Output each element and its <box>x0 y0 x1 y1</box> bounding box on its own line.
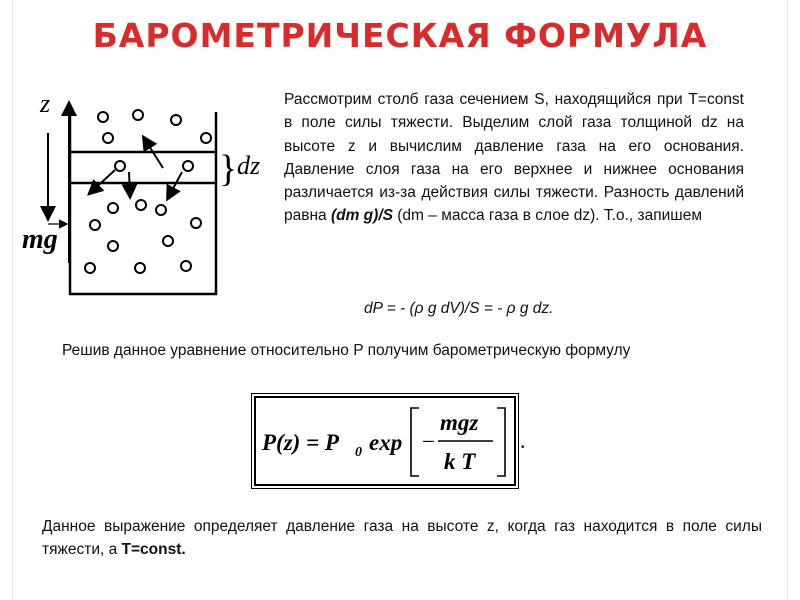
molecule-velocity-arrows <box>90 138 182 198</box>
layer-brace: } <box>219 148 238 190</box>
slide-title: БАРОМЕТРИЧЕСКАЯ ФОРМУЛА <box>92 16 708 55</box>
molecule <box>201 133 211 143</box>
molecule <box>108 203 118 213</box>
velocity-arrow <box>168 172 182 198</box>
molecule <box>136 200 146 210</box>
molecule <box>171 115 181 125</box>
intro-paragraph <box>284 88 744 228</box>
molecule <box>103 133 113 143</box>
intro-text: Рассмотрим столб газа сечением S, находящийся при T=const в поле силы тяжести. Выделим слой газа толщиной dz на высоте z и вычислим давление газа на его основания. Давление слоя газа на его верхнее и нижнее основания различается из-за действия силы тяжести. Разность давлений равна <box>284 91 744 225</box>
formula-period: . <box>520 428 526 453</box>
left-frame-border <box>0 0 13 600</box>
pressure-equation: dP = - (ρ g dV)/S = - ρ g dz. <box>364 300 554 317</box>
solution-paragraph: Решив данное уравнение относительно P получим барометрическую формулу <box>62 342 631 359</box>
gas-column-diagram <box>18 88 278 303</box>
molecule <box>98 112 108 122</box>
formula-minus: − <box>422 429 435 454</box>
intro-bold-expression: (dm g)/S <box>330 207 393 225</box>
intro-tail: (dm – масса газа в слое dz). Т.о., запишем <box>392 207 702 225</box>
dz-label: dz <box>237 151 261 180</box>
conclusion-text: Данное выражение определяет давление газа на высоте z, когда газ находится в поле силы тяжести, а <box>42 518 762 558</box>
velocity-arrow <box>129 172 130 196</box>
molecule <box>135 263 145 273</box>
formula-exp: exp <box>369 430 403 455</box>
molecule <box>163 236 173 246</box>
molecule <box>90 220 100 230</box>
gravity-label: mg <box>22 224 58 255</box>
molecule <box>183 161 193 171</box>
conclusion-paragraph <box>42 515 762 561</box>
formula-denominator: k T <box>444 449 476 474</box>
molecule <box>108 241 118 251</box>
molecule <box>191 218 201 228</box>
barometric-formula-box <box>254 396 516 486</box>
left-bracket <box>411 408 419 476</box>
molecule <box>115 161 125 171</box>
molecule <box>156 205 166 215</box>
gas-molecules <box>85 110 211 273</box>
molecule <box>181 261 191 271</box>
conclusion-bold: T=const. <box>121 541 186 558</box>
velocity-arrow <box>90 170 115 193</box>
formula-numerator: mgz <box>440 410 479 435</box>
barometric-formula <box>256 398 514 484</box>
right-bracket <box>497 408 505 476</box>
molecule <box>133 110 143 120</box>
formula-lhs: P(z) = P <box>262 430 339 455</box>
formula-p0-subscript: 0 <box>355 445 362 460</box>
molecule <box>85 263 95 273</box>
z-axis-label: z <box>40 89 51 118</box>
right-frame-border <box>787 0 800 600</box>
